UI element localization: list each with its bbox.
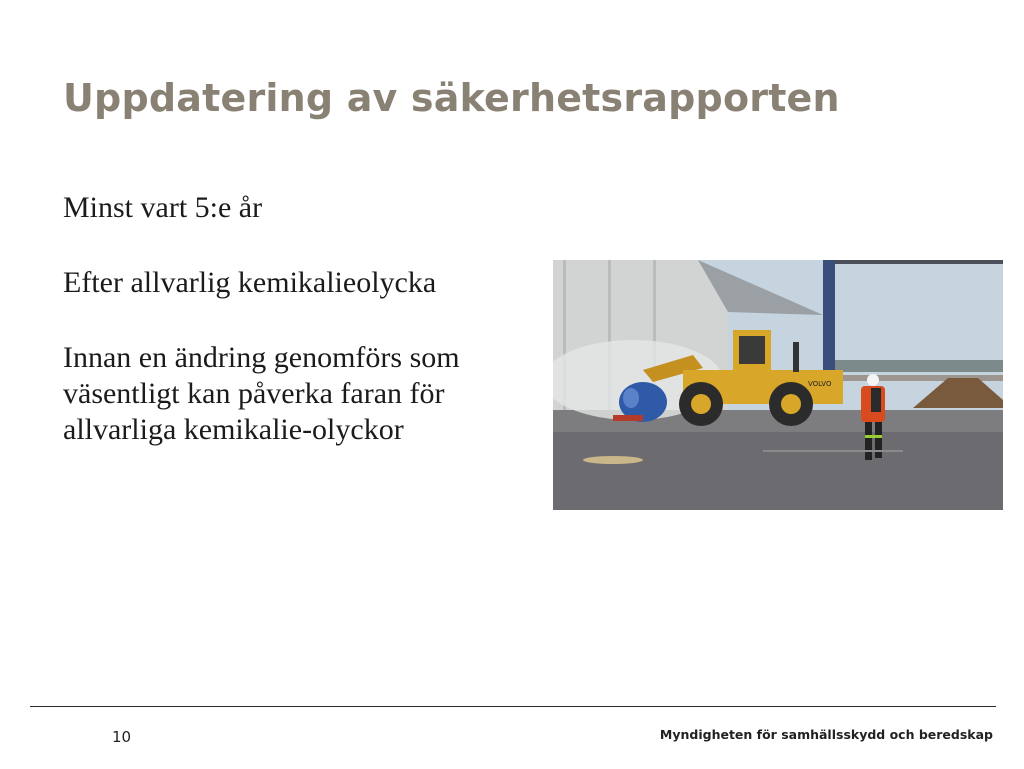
svg-text:VOLVO: VOLVO: [808, 380, 832, 388]
slide-title: Uppdatering av säkerhetsrapporten: [63, 76, 840, 120]
organization-name: Myndigheten för samhällsskydd och beredskap: [659, 727, 993, 742]
photo-post: [823, 260, 835, 370]
bullet-item: Innan en ändring genomförs som väsentligt kan påverka faran för allvarliga kemikalie-olyckor: [63, 341, 460, 446]
photo-treeline: [833, 360, 1003, 372]
footer-divider: [30, 706, 996, 707]
photo-chemical-accident-drill: [553, 260, 1003, 510]
bullet-item: Minst vart 5:e år: [63, 191, 263, 224]
bullet-item: Efter allvarlig kemikalieolycka: [63, 266, 437, 299]
photo-illustration: [553, 260, 1003, 510]
page-number: 10: [112, 728, 132, 746]
bullet-list: [63, 190, 533, 487]
